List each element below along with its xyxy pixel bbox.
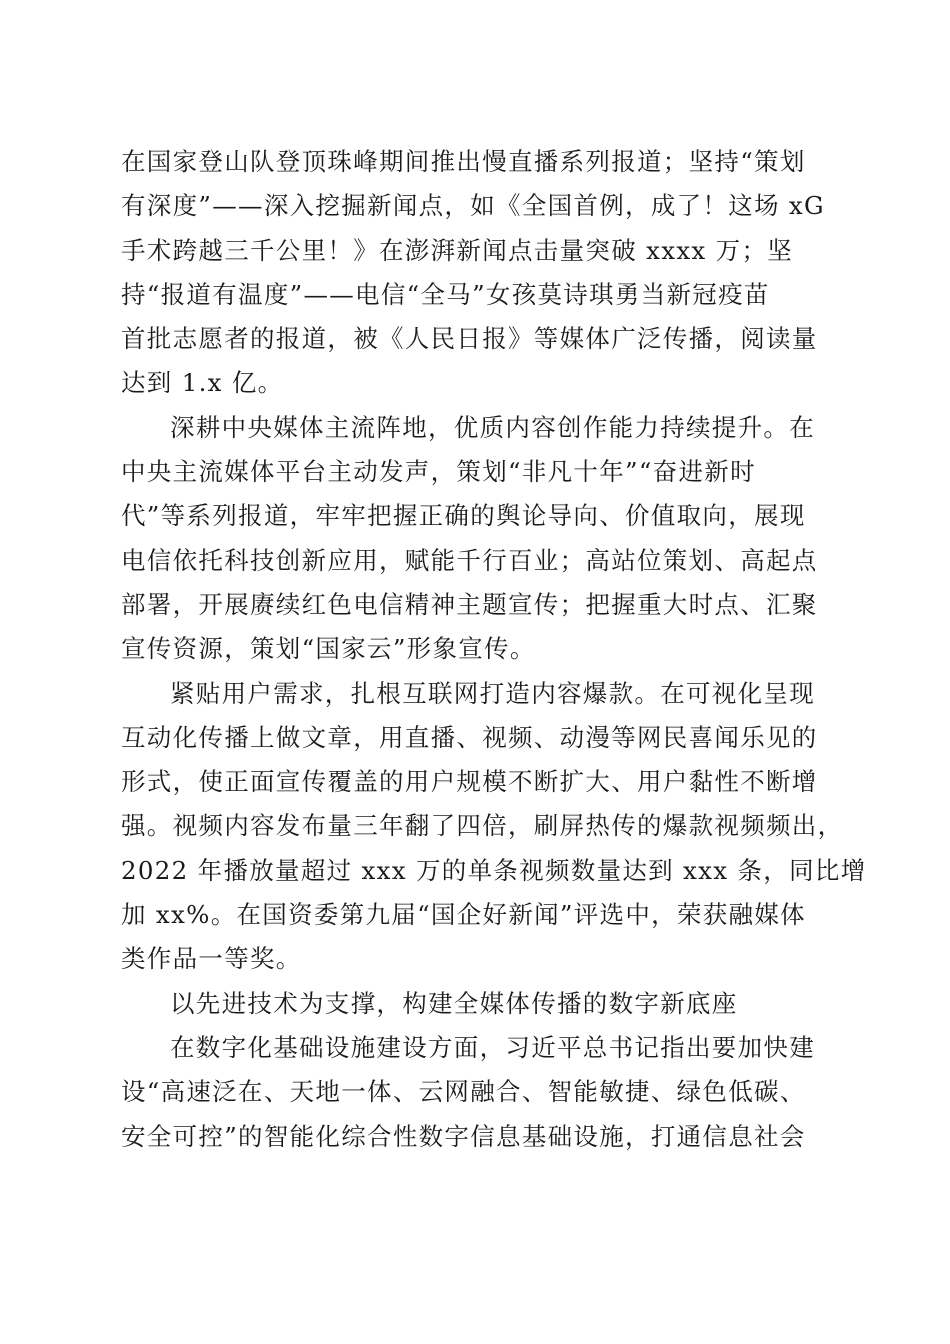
text-line: 部署，开展赓续红色电信精神主题宣传；把握重大时点、汇聚	[121, 589, 818, 619]
paragraph-digital-infrastructure	[121, 1026, 826, 1159]
text-line: 以先进技术为支撑，构建全媒体传播的数字新底座	[170, 988, 738, 1018]
text-line: 深耕中央媒体主流阵地，优质内容创作能力持续提升。在	[170, 412, 815, 442]
text-line: 在数字化基础设施建设方面，习近平总书记指出要加快建	[170, 1032, 815, 1062]
paragraph-central-media	[121, 406, 826, 672]
text-line: 形式，使正面宣传覆盖的用户规模不断扩大、用户黏性不断增	[121, 767, 818, 797]
text-line: 在国家登山队登顶珠峰期间推出慢直播系列报道；坚持“策划	[121, 147, 806, 176]
text-line: 宣传资源，策划“国家云”形象宣传。	[121, 634, 536, 664]
text-line: 互动化传播上做文章，用直播、视频、动漫等网民喜闻乐见的	[121, 722, 818, 752]
text-line: 类作品一等奖。	[121, 944, 302, 974]
text-line: 持“报道有温度”——电信“全马”女孩莫诗琪勇当新冠疫苗	[121, 279, 770, 309]
text-line: 设“高速泛在、天地一体、云网融合、智能敏捷、绿色低碳、	[121, 1077, 806, 1107]
text-line: 达到 1.x 亿。	[121, 368, 284, 398]
text-line: 安全可控”的智能化综合性数字信息基础设施，打通信息社会	[121, 1121, 806, 1151]
document-body	[121, 140, 867, 1159]
text-line: 有深度”——深入挖掘新闻点，如《全国首例，成了！这场 xG	[121, 191, 825, 221]
section-heading	[121, 982, 826, 1026]
text-line: 首批志愿者的报道，被《人民日报》等媒体广泛传播，阅读量	[121, 324, 818, 354]
text-line: 2022 年播放量超过 xxx 万的单条视频数量达到 xxx 条，同比增	[121, 855, 867, 885]
text-line: 中央主流媒体平台主动发声，策划“非凡十年”“奋进新时	[121, 457, 756, 487]
text-line: 紧贴用户需求，扎根互联网打造内容爆款。在可视化呈现	[170, 678, 815, 708]
text-line: 电信依托科技创新应用，赋能千行百业；高站位策划、高起点	[121, 545, 818, 575]
paragraph-livestream-reports	[121, 140, 826, 406]
text-line: 手术跨越三千公里！》在澎湃新闻点击量突破 xxxx 万；坚	[121, 235, 794, 265]
text-line: 代”等系列报道，牢牢把握正确的舆论导向、价值取向，展现	[121, 501, 806, 531]
text-line: 加 xx%。在国资委第九届“国企好新闻”评选中，荣获融媒体	[121, 900, 806, 930]
paragraph-user-needs	[121, 672, 867, 982]
text-line: 强。视频内容发布量三年翻了四倍，刷屏热传的爆款视频频出，	[121, 811, 844, 841]
